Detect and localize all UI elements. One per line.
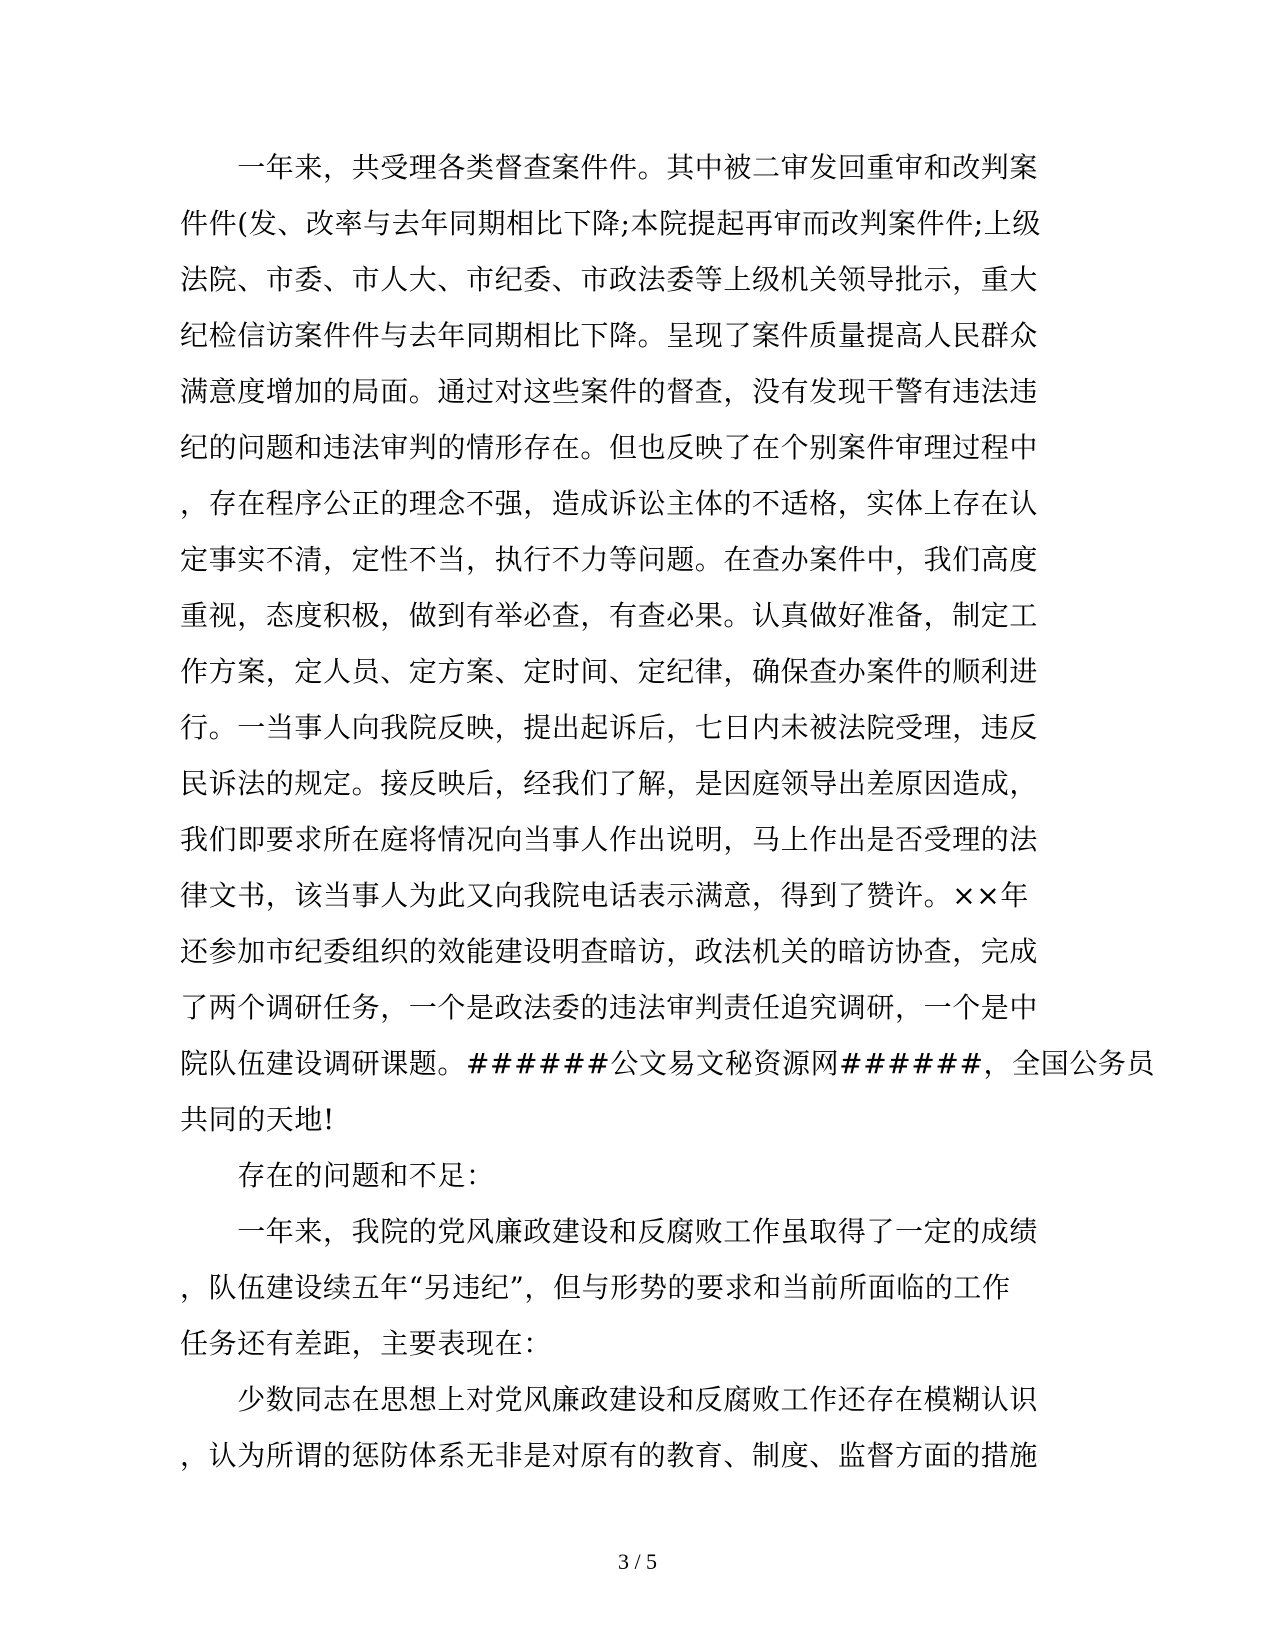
text-line: 我们即要求所在庭将情况向当事人作出说明，马上作出是否受理的法 [180, 823, 1039, 856]
text-line: 定事实不清，定性不当，执行不力等问题。在查办案件中，我们高度 [180, 543, 1039, 576]
text-line: ，队伍建设续五年“另违纪”，但与形势的要求和当前所面临的工作 [180, 1271, 1011, 1304]
text-line: 还参加市纪委组织的效能建设明查暗访，政法机关的暗访协查，完成 [180, 935, 1039, 968]
text-line: 了两个调研任务，一个是政法委的违法审判责任追究调研，一个是中 [180, 991, 1039, 1024]
section-heading-line: 存在的问题和不足： [180, 1159, 495, 1192]
text-line: 纪的问题和违法审判的情形存在。但也反映了在个别案件审理过程中 [180, 431, 1039, 464]
text-line: 律文书，该当事人为此又向我院电话表示满意，得到了赞许。××年 [180, 879, 1029, 912]
text-line: 纪检信访案件件与去年同期相比下降。呈现了案件质量提高人民群众 [180, 319, 1039, 352]
body-text [180, 140, 1156, 1484]
text-line: 行。一当事人向我院反映，提出起诉后，七日内未被法院受理，违反 [180, 711, 1039, 744]
text-line: 重视，态度积极，做到有举必查，有查必果。认真做好准备，制定工 [180, 599, 1039, 632]
text-line: 任务还有差距，主要表现在： [180, 1327, 552, 1360]
text-line: 满意度增加的局面。通过对这些案件的督查，没有发现干警有违法违 [180, 375, 1039, 408]
text-line: ，认为所谓的惩防体系无非是对原有的教育、制度、监督方面的措施 [180, 1439, 1039, 1472]
text-line: ，存在程序公正的理念不强，造成诉讼主体的不适格，实体上存在认 [180, 487, 1039, 520]
text-line: 少数同志在思想上对党风廉政建设和反腐败工作还存在模糊认识 [180, 1383, 1039, 1416]
text-line: 法院、市委、市人大、市纪委、市政法委等上级机关领导批示，重大 [180, 263, 1039, 296]
text-line: 一年来，我院的党风廉政建设和反腐败工作虽取得了一定的成绩 [180, 1215, 1039, 1248]
text-line: 作方案，定人员、定方案、定时间、定纪律，确保查办案件的顺利进 [180, 655, 1039, 688]
text-line: 院队伍建设调研课题。######公文易文秘资源网######，全国公务员 [180, 1047, 1156, 1080]
text-line: 民诉法的规定。接反映后，经我们了解，是因庭领导出差原因造成， [180, 767, 1039, 800]
text-line: 一年来，共受理各类督查案件件。其中被二审发回重审和改判案 [180, 151, 1039, 184]
text-line: 共同的天地! [180, 1103, 335, 1136]
text-line: 件件(发、改率与去年同期相比下降;本院提起再审而改判案件件;上级 [180, 207, 1041, 240]
page-number: 3 / 5 [617, 1549, 658, 1574]
